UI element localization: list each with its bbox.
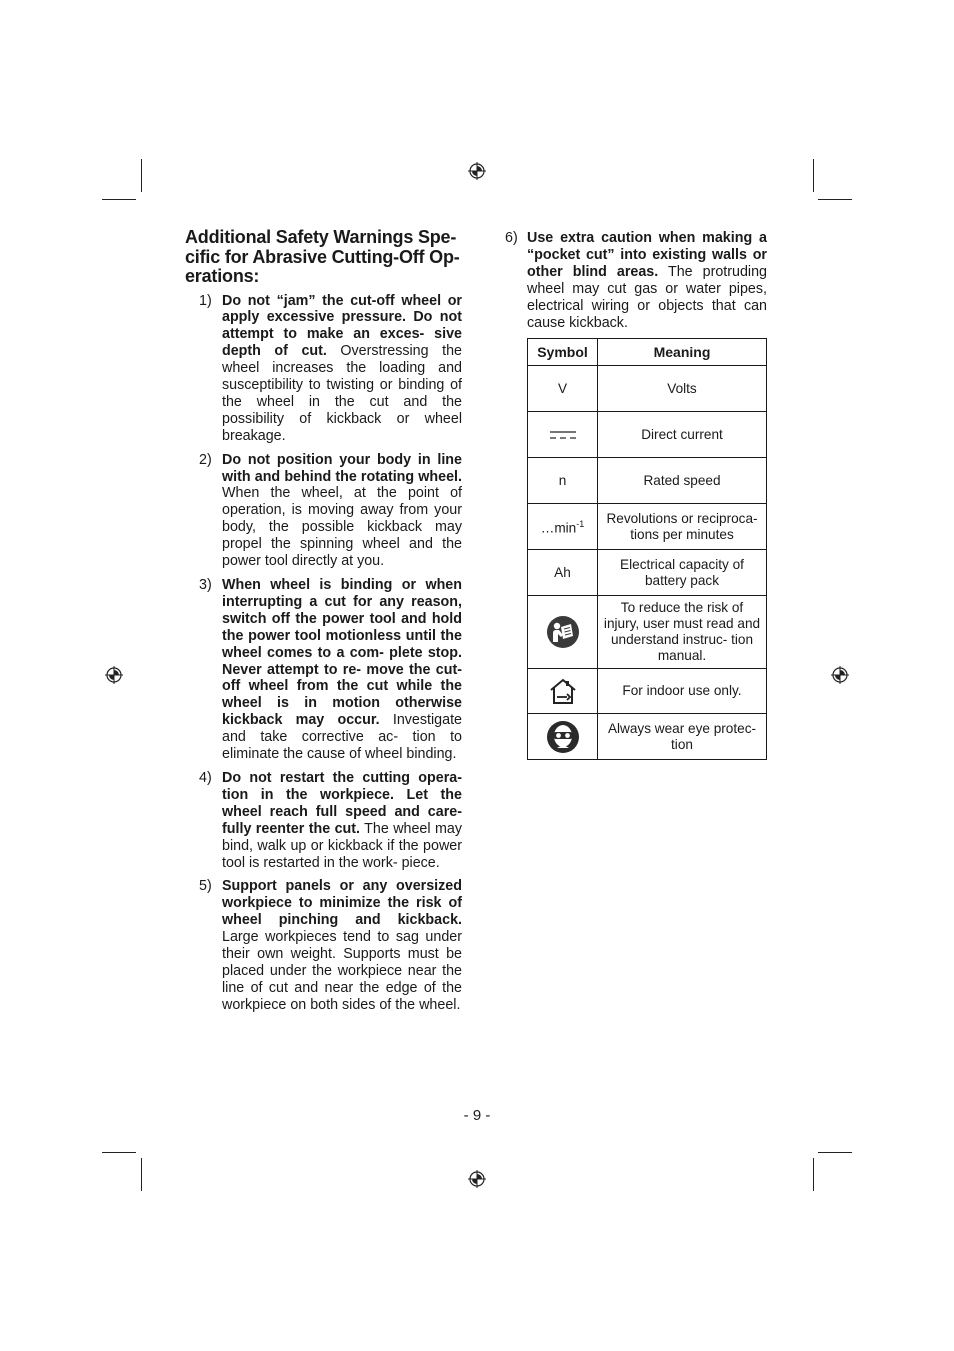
symbol-cell <box>528 412 598 458</box>
item-number: 6) <box>505 230 518 246</box>
crop-mark <box>813 1158 814 1191</box>
eye-protection-icon <box>546 720 580 754</box>
table-row <box>528 412 767 458</box>
column-header-symbol: Symbol <box>528 339 598 366</box>
meaning-cell: Revolutions or reciproca- tions per minutes <box>598 504 767 550</box>
item-number: 3) <box>199 577 212 593</box>
crop-mark <box>818 199 852 200</box>
crop-mark <box>813 159 814 192</box>
table-row <box>528 504 767 550</box>
table-row <box>528 366 767 412</box>
registration-mark-icon <box>105 666 123 684</box>
table-row <box>528 714 767 760</box>
table-row <box>528 669 767 714</box>
symbol-cell: V <box>528 366 598 412</box>
meaning-cell: Volts <box>598 366 767 412</box>
item-warning: Do not restart the cutting opera- tion in the workpiece. Let the wheel reach full speed and care- fully reenter the cut. <box>222 769 462 837</box>
meaning-cell: For indoor use only. <box>598 669 767 714</box>
meaning-cell: To reduce the risk of injury, user must read and understand instruc- tion manual. <box>598 596 767 669</box>
symbol-cell <box>528 714 598 760</box>
symbol-cell: Ah <box>528 550 598 596</box>
crop-mark <box>141 159 142 192</box>
page-number: - 9 - <box>463 1107 491 1124</box>
item-explanation: The protruding wheel may cut gas or water pipes, electrical wiring or objects that can cause kickback. <box>527 263 767 331</box>
meaning-cell: Direct current <box>598 412 767 458</box>
crop-mark <box>141 1158 142 1191</box>
table-header-row <box>528 339 767 366</box>
registration-mark-icon <box>468 162 486 180</box>
symbol-text: …min <box>540 520 577 536</box>
list-item <box>505 230 767 331</box>
list-item <box>185 452 462 570</box>
item-number: 2) <box>199 451 212 468</box>
item-number: 5) <box>199 878 212 895</box>
item-warning: Do not “jam” the cut-off wheel or apply excessive pressure. Do not attempt to make an exces- sive depth of cut. <box>222 292 462 360</box>
item-number: 1) <box>199 292 212 309</box>
indoor-use-icon <box>547 677 579 705</box>
table-row <box>528 550 767 596</box>
crop-mark <box>818 1152 852 1153</box>
section-heading: Additional Safety Warnings Spe- cific for Abrasive Cutting-Off Op- erations: <box>185 227 460 286</box>
table-row <box>528 458 767 504</box>
crop-mark <box>102 199 136 200</box>
item-warning: Do not position your body in line with and behind the rotating wheel. <box>222 451 462 485</box>
meaning-cell: Rated speed <box>598 458 767 504</box>
symbol-exponent: -1 <box>576 519 585 530</box>
item-explanation: The wheel may bind, walk up or kickback if the power tool is restarted in the work- piece. <box>222 820 462 871</box>
list-item <box>185 293 462 445</box>
meaning-cell: Electrical capacity of battery pack <box>598 550 767 596</box>
direct-current-icon <box>549 430 577 440</box>
item-warning: Support panels or any oversized workpiece to minimize the risk of wheel pinching and kickback. <box>222 878 462 929</box>
registration-mark-icon <box>831 666 849 684</box>
item-number: 4) <box>199 769 212 786</box>
symbol-cell: n <box>528 458 598 504</box>
registration-mark-icon <box>468 1170 486 1188</box>
symbol-table <box>527 338 767 760</box>
item-warning: When wheel is binding or when interrupting a cut for any reason, switch off the power tool and hold the power tool motionless until the wheel comes to a com- plete stop. Never attempt to re- move the cut-off wheel from the cut while the wheel is in motion otherwise kickback may occur. <box>222 577 462 729</box>
table-row <box>528 596 767 669</box>
symbol-cell <box>528 596 598 669</box>
read-manual-icon <box>546 615 580 649</box>
column-header-meaning: Meaning <box>598 339 767 366</box>
list-item <box>185 577 462 763</box>
symbol-cell <box>528 669 598 714</box>
item-explanation: Overstressing the wheel increases the loading and susceptibility to twisting or binding of the wheel in the cut and the possibility of kickback or wheel breakage. <box>222 343 462 444</box>
symbol-cell <box>528 504 598 550</box>
left-column <box>185 228 462 1021</box>
item-explanation: Large workpieces tend to sag under their own weight. Supports must be placed under the workpiece near the line of cut and near the edge of the workpiece on both sides of the wheel. <box>222 929 462 1013</box>
meaning-cell: Always wear eye protec- tion <box>598 714 767 760</box>
item-explanation: When the wheel, at the point of operation, is moving away from your body, the possible kickback may propel the spinning wheel and the power tool directly at you. <box>222 485 462 570</box>
right-column <box>505 230 767 338</box>
crop-mark <box>102 1152 136 1153</box>
item-explanation: Investigate and take corrective ac- tion to eliminate the cause of wheel binding. <box>222 712 462 763</box>
list-item <box>185 878 462 1013</box>
list-item <box>185 770 462 871</box>
item-warning: Use extra caution when making a “pocket cut” into existing walls or other blind areas. <box>527 230 767 280</box>
